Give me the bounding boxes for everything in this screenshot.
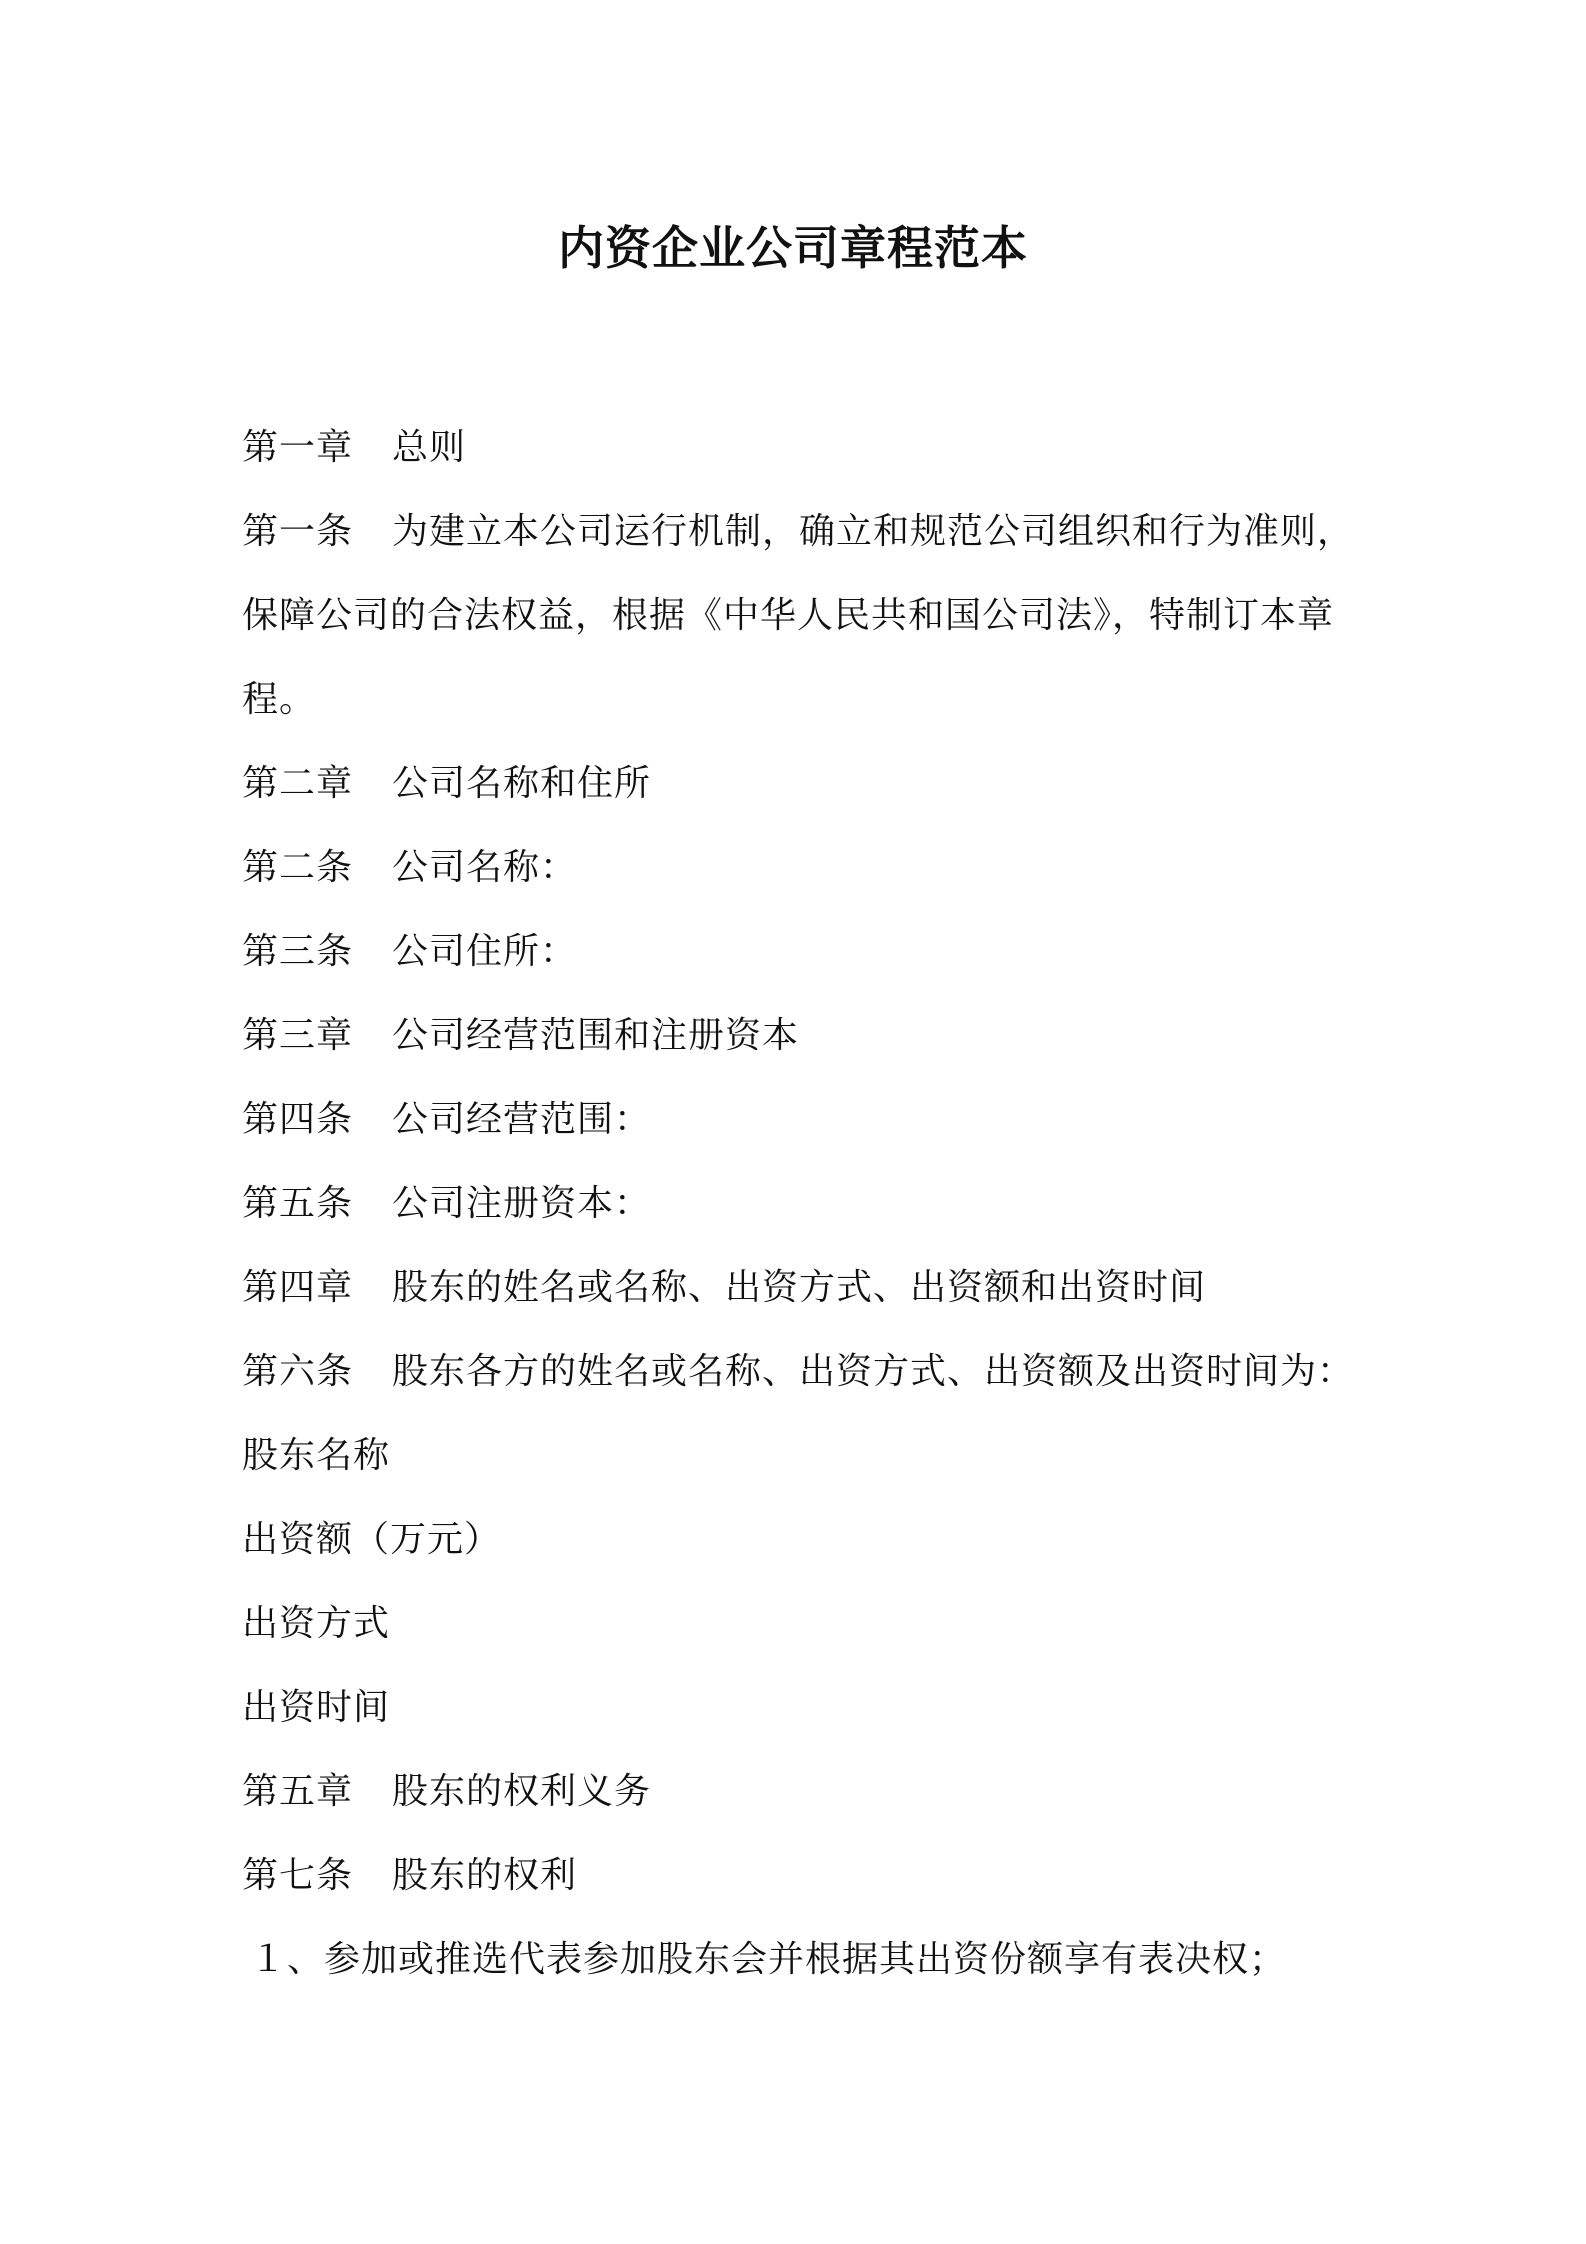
- chapter-label: 第三章: [242, 1015, 354, 1056]
- field-label: 出资方式: [242, 1603, 391, 1644]
- article-label: 第六条: [242, 1351, 354, 1392]
- article-text: 公司住所：: [392, 931, 578, 972]
- chapter-label: 第五章: [242, 1771, 354, 1812]
- article-text: 为建立本公司运行机制，确立和规范公司组织和行为准则，: [392, 511, 1355, 552]
- article-label: 第五条: [242, 1183, 354, 1224]
- article-text: 公司注册资本：: [392, 1183, 652, 1224]
- list-item: [242, 1918, 1372, 2002]
- article-label: 第一条: [242, 511, 354, 552]
- article-text: 股东各方的姓名或名称、出资方式、出资额及出资时间为：: [392, 1351, 1355, 1392]
- field-label: 股东名称: [242, 1435, 391, 1476]
- article-line: [242, 910, 1372, 994]
- field-line: [242, 1666, 1372, 1750]
- article-line: [242, 490, 1372, 574]
- chapter-line: [242, 994, 1372, 1078]
- article-text: 公司经营范围：: [392, 1099, 652, 1140]
- field-label: 出资时间: [242, 1687, 391, 1728]
- article-line: [242, 1834, 1372, 1918]
- article-label: 第四条: [242, 1099, 354, 1140]
- chapter-title: 公司经营范围和注册资本: [392, 1015, 800, 1056]
- chapter-label: 第四章: [242, 1267, 354, 1308]
- field-line: [242, 1498, 1372, 1582]
- field-line: [242, 1582, 1372, 1666]
- paragraph-line: [242, 658, 1372, 742]
- article-line: [242, 1162, 1372, 1246]
- article-label: 第七条: [242, 1855, 354, 1896]
- article-text: 公司名称：: [392, 847, 578, 888]
- article-label: 第三条: [242, 931, 354, 972]
- field-line: [242, 1414, 1372, 1498]
- paragraph-line: [242, 574, 1372, 658]
- chapter-line: [242, 742, 1372, 826]
- paragraph-text: 保障公司的合法权益，根据《中华人民共和国公司法》，特制订本章: [242, 595, 1335, 636]
- chapter-line: [242, 406, 1372, 490]
- chapter-label: 第二章: [242, 763, 354, 804]
- chapter-line: [242, 1246, 1372, 1330]
- chapter-title: 总则: [392, 427, 467, 468]
- article-text: 股东的权利: [392, 1855, 578, 1896]
- article-line: [242, 1078, 1372, 1162]
- list-item-text: １、参加或推选代表参加股东会并根据其出资份额享有表决权；: [250, 1939, 1287, 1980]
- document-title: 内资企业公司章程范本: [558, 221, 1028, 275]
- chapter-label: 第一章: [242, 427, 354, 468]
- document-body: [242, 406, 1372, 2002]
- chapter-title: 股东的权利义务: [392, 1771, 652, 1812]
- chapter-line: [242, 1750, 1372, 1834]
- chapter-title: 公司名称和住所: [392, 763, 652, 804]
- field-label: 出资额（万元）: [242, 1519, 502, 1560]
- paragraph-text: 程。: [242, 679, 317, 720]
- article-label: 第二条: [242, 847, 354, 888]
- chapter-title: 股东的姓名或名称、出资方式、出资额和出资时间: [392, 1267, 1207, 1308]
- article-line: [242, 1330, 1372, 1414]
- article-line: [242, 826, 1372, 910]
